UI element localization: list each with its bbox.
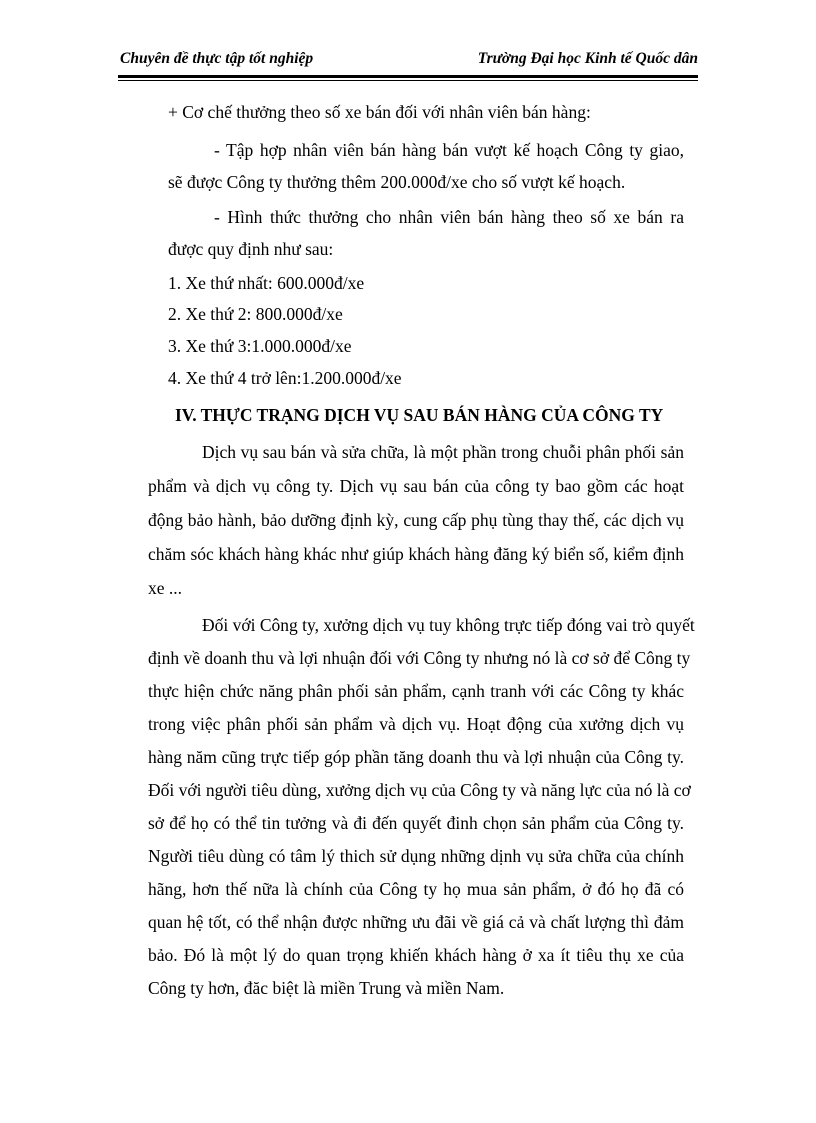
paragraph-line: hàng năm cũng trực tiếp góp phần tăng doanh thu và lợi nhuận của Công ty. [148,747,684,767]
paragraph-line: trong việc phân phối sản phẩm và dịch vụ. Hoạt động của xưởng dịch vụ [148,714,684,734]
section-heading: IV. THỰC TRẠNG DỊCH VỤ SAU BÁN HÀNG CỦA CÔNG TY [175,405,664,425]
list-item: 2. Xe thứ 2: 800.000đ/xe [168,304,343,324]
paragraph-line: định về doanh thu và lợi nhuận đối với Công ty nhưng nó là cơ sở để Công ty [148,648,691,668]
page-header [118,50,698,74]
header-university-name: Trường Đại học Kinh tế Quốc dân [477,50,698,67]
paragraph-line: phẩm và dịch vụ công ty. Dịch vụ sau bán của công ty bao gồm các hoạt [148,476,684,496]
header-rule-thin [118,80,698,81]
paragraph-line: - Hình thức thưởng cho nhân viên bán hàng theo số xe bán ra [214,207,684,227]
list-item: 1. Xe thứ nhất: 600.000đ/xe [168,273,365,293]
paragraph-line: Dịch vụ sau bán và sửa chữa, là một phần trong chuỗi phân phối sản [202,442,684,462]
paragraph-line: quan hệ tốt, có thể nhận được những ưu đãi về giá cả và chất lượng thì đảm [148,912,684,932]
paragraph-line: chăm sóc khách hàng khác như giúp khách hàng đăng ký biển số, kiểm định [148,544,684,564]
paragraph-line: bảo. Đó là một lý do quan trọng khiến khách hàng ở xa ít tiêu thụ xe của [148,945,684,965]
paragraph-line: sở để họ có thể tin tưởng và đi đến quyết đinh chọn sản phẩm của Công ty. [148,813,684,833]
list-item: 3. Xe thứ 3:1.000.000đ/xe [168,336,352,356]
paragraph-line: Công ty hơn, đăc biệt là miền Trung và miền Nam. [148,978,505,998]
paragraph-line: sẽ được Công ty thưởng thêm 200.000đ/xe cho số vượt kế hoạch. [168,172,626,192]
incentive-title: + Cơ chế thưởng theo số xe bán đối với nhân viên bán hàng: [168,102,591,122]
list-item: 4. Xe thứ 4 trở lên:1.200.000đ/xe [168,368,402,388]
paragraph-line: Đối với Công ty, xưởng dịch vụ tuy không trực tiếp đóng vai trò quyết [202,615,695,635]
paragraph-line: được quy định như sau: [168,239,334,259]
header-rule-thick [118,75,698,78]
paragraph-line: thực hiện chức năng phân phối sản phẩm, cạnh tranh với các Công ty khác [148,681,684,701]
paragraph-line: xe ... [148,578,183,598]
paragraph-line: động bảo hành, bảo dưỡng định kỳ, cung cấp phụ tùng thay thế, các dịch vụ [148,510,684,530]
header-thesis-title: Chuyên đề thực tập tốt nghiệp [120,50,314,67]
paragraph-line: Đối với người tiêu dùng, xưởng dịch vụ của Công ty và năng lực của nó là cơ [148,780,691,800]
paragraph-line: hãng, hơn thế nữa là chính của Công ty họ mua sản phẩm, ở đó họ đã có [148,879,684,899]
paragraph-line: - Tập hợp nhân viên bán hàng bán vượt kế hoạch Công ty giao, [214,140,684,160]
paragraph-line: Người tiêu dùng có tâm lý thich sử dụng những dịnh vụ sửa chữa của chính [148,846,684,866]
